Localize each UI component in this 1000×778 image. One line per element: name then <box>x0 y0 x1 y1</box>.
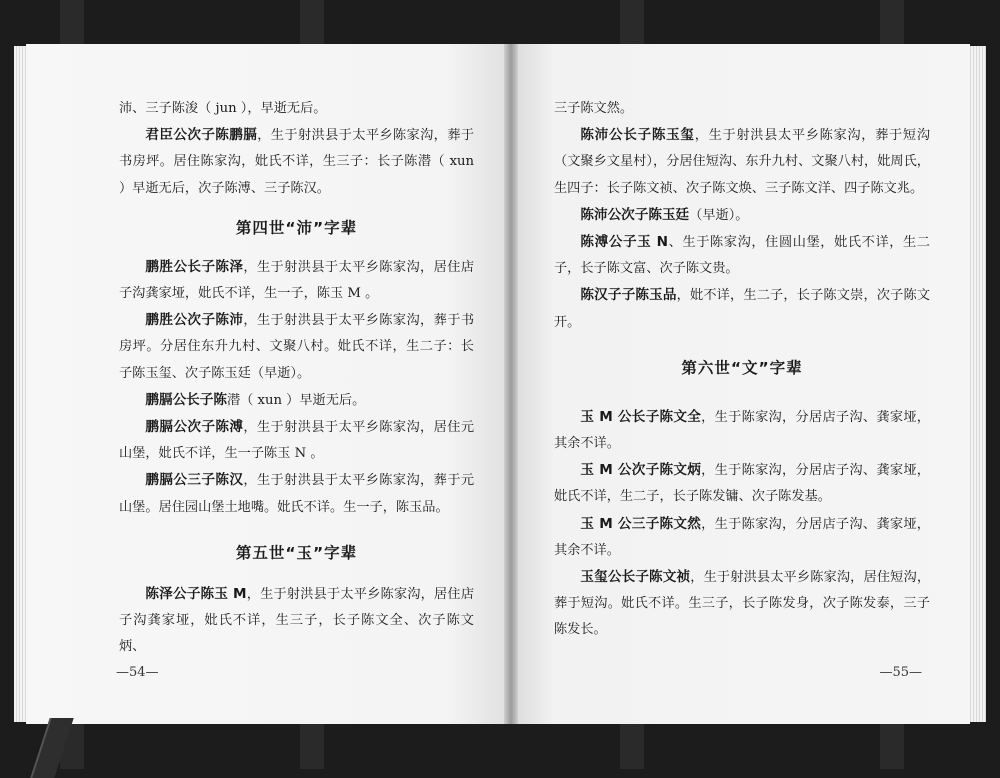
paragraph <box>554 404 930 457</box>
open-book <box>14 40 986 730</box>
entry-text: ，生于射洪县于太平乡陈家沟，居住店子沟龚家垭，妣氏不详，生三子，长子陈文全、次子陈文炳、 <box>119 586 475 655</box>
entry-name: 鹏膈公长子陈 <box>145 391 227 408</box>
entry-text: 潜（ xun ）早逝无后。 <box>226 392 366 408</box>
entry-text: ，生于射洪县太平乡陈家沟，居住短沟，葬于短沟。妣氏不详。生三子，长子陈发身，次子陈发泰，三子陈发长。 <box>554 570 931 638</box>
entry-text: （早逝）。 <box>689 207 749 223</box>
paragraph <box>554 282 930 335</box>
paragraph <box>554 202 930 229</box>
entry-name: 鹏膈公次子陈溥 <box>145 419 244 436</box>
entry-text: ，生于陈家沟，分居店子沟、龚家垭，其余不详。 <box>554 516 930 558</box>
entry-name: 玉 M 公三子陈文然 <box>580 515 702 532</box>
paragraph <box>554 457 930 510</box>
paragraph <box>554 511 930 564</box>
paragraph <box>554 122 930 202</box>
entry-name: 陈溥公子玉 N <box>580 234 669 251</box>
entry-name: 鹏胜公长子陈泽 <box>145 258 244 275</box>
paragraph <box>119 307 474 387</box>
entry-name: 君臣公次子陈鹏膈 <box>145 127 258 144</box>
paragraph: 三子陈文然。 <box>554 101 634 116</box>
page-number: —54— <box>116 665 159 680</box>
entry-name: 陈泽公子陈玉 M <box>145 585 247 602</box>
entry-name: 鹏胜公次子陈沛 <box>145 312 244 329</box>
generation-heading: 第四世“沛”字辈 <box>235 218 358 237</box>
paragraph <box>119 581 474 661</box>
entry-name: 陈沛公长子陈玉玺 <box>580 127 695 144</box>
paragraph <box>554 564 930 644</box>
entry-name: 陈沛公次子陈玉廷 <box>580 206 690 223</box>
paragraph <box>119 414 474 467</box>
entry-name: 玉 M 公长子陈文全 <box>580 408 702 425</box>
entry-text: ，生于射洪县于太平乡陈家沟，葬于书房坪。分居住东升九村、文聚八村。妣氏不详，生二子：长子陈玉玺、次子陈玉廷（早逝）。 <box>119 313 475 381</box>
entry-text: ，妣不详，生二子，长子陈文崇，次子陈文开。 <box>554 288 931 330</box>
page-edges-right <box>970 46 986 722</box>
paragraph <box>119 467 474 520</box>
entry-name: 鹏膈公三子陈汉 <box>145 472 244 489</box>
generation-heading: 第六世“文”字辈 <box>681 358 803 377</box>
entry-text: ，生于射洪县太平乡陈家沟，葬于短沟（文聚乡文星村），分居住短沟、东升九村、文聚八村，妣周氏，生四子：长子陈文祯、次子陈文焕、三子陈文洋、四子陈文兆。 <box>554 128 931 196</box>
entry-text: ，生于陈家沟，分居店子沟、龚家垭，其余不详。 <box>554 409 930 452</box>
page-number: —55— <box>879 665 922 680</box>
entry-text: ，生于射洪县于太平乡陈家沟，居住元山堡，妣氏不详，生一子陈玉 N 。 <box>119 420 475 462</box>
entry-name: 玉 M 公次子陈文炳 <box>580 462 702 479</box>
paragraph <box>119 254 474 307</box>
paragraph: 沛、三子陈浚（ jun ），早逝无后。 <box>119 101 327 116</box>
entry-text: 、生于陈家沟，住圆山堡，妣氏不详，生二子，长子陈文富、次子陈文贵。 <box>554 235 930 277</box>
paragraph <box>119 387 474 414</box>
book-gutter <box>504 44 518 724</box>
paragraph <box>119 122 474 202</box>
generation-heading: 第五世“玉”字辈 <box>235 543 358 562</box>
entry-name: 陈汉子子陈玉品 <box>580 287 677 304</box>
entry-text: ，生于射洪县于太平乡陈家沟，葬于元山堡。居住园山堡土地嘴。妣氏不详。生一子，陈玉品。 <box>119 473 475 515</box>
entry-text: ，生于射洪县于太平乡陈家沟，居住店子沟龚家垭，妣氏不详，生一子，陈玉 M 。 <box>119 259 475 302</box>
entry-text: ，生于射洪县于太平乡陈家沟，葬于书房坪。居住陈家沟，妣氏不详，生三子：长子陈潜（ xun ）早逝无后，次子陈溥、三子陈汉。 <box>119 128 475 196</box>
entry-name: 玉玺公长子陈文祯 <box>580 569 691 586</box>
right-page <box>518 44 970 724</box>
left-page <box>26 44 504 724</box>
paragraph <box>554 229 930 282</box>
entry-text: ，生于陈家沟，分居店子沟、龚家垭，妣氏不详，生二子，长子陈发镛、次子陈发基。 <box>554 463 930 505</box>
